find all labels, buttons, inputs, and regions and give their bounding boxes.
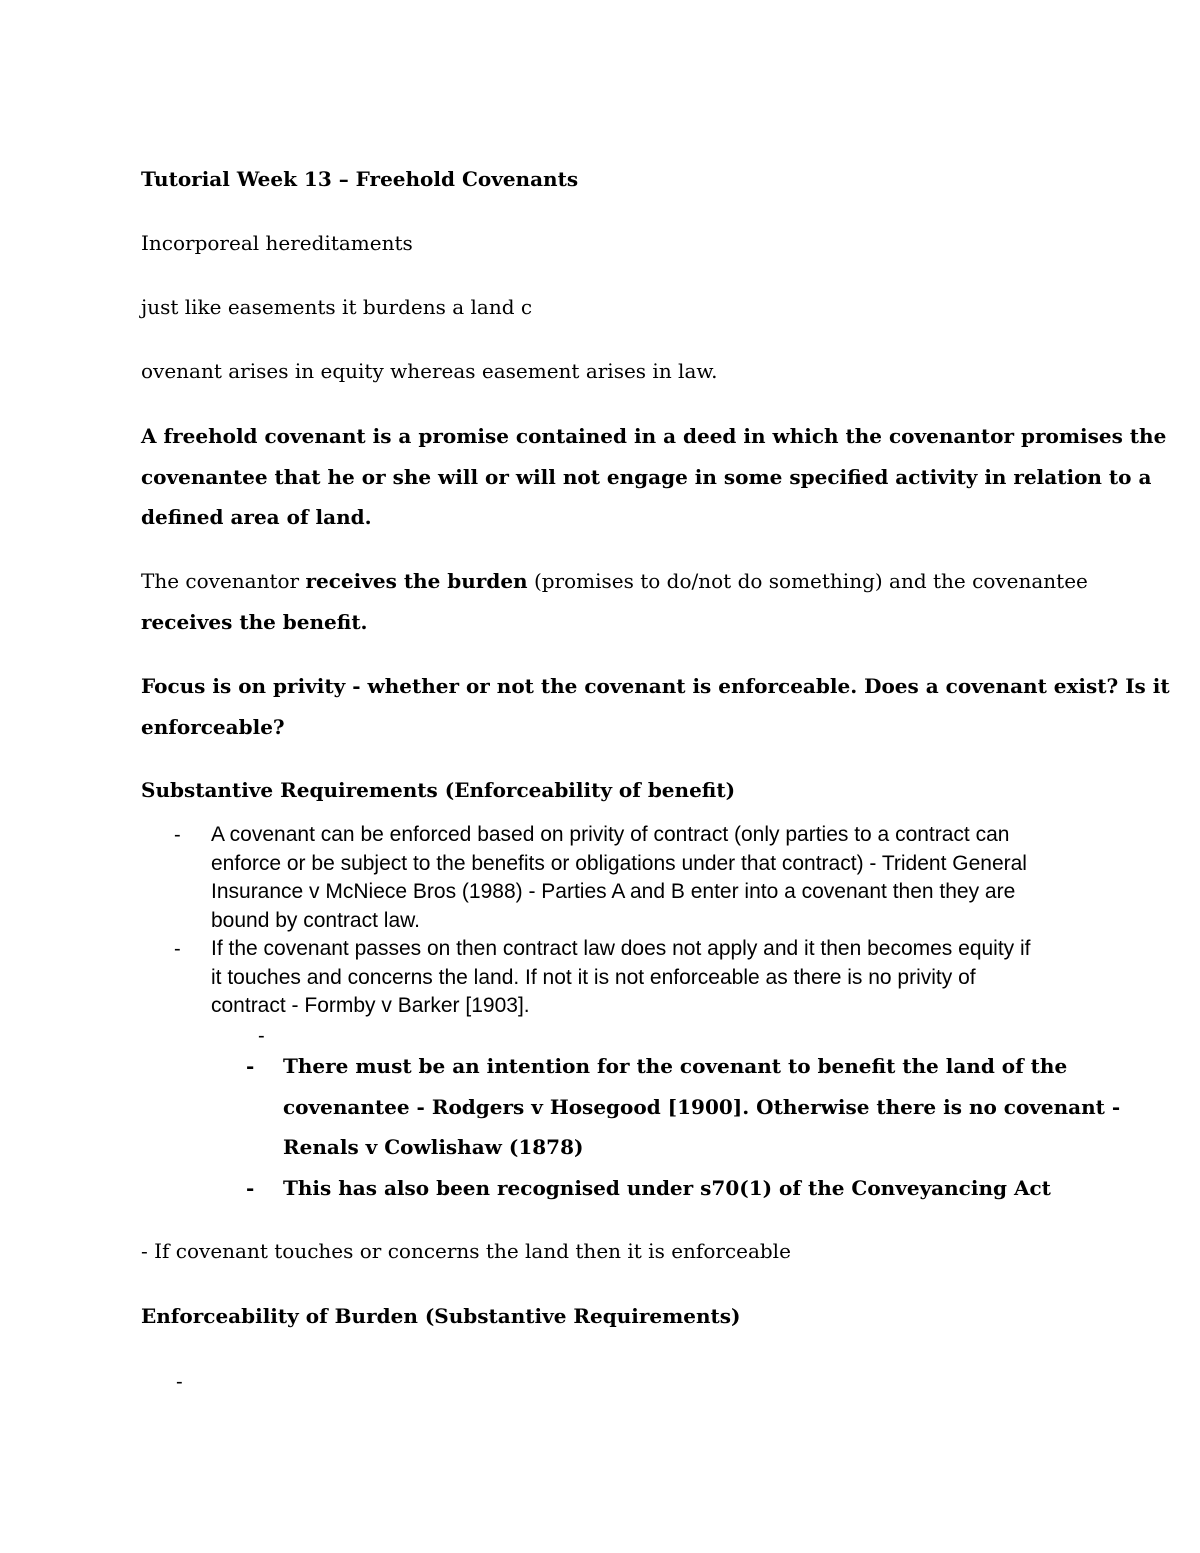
definition-line: covenantee that he or she will or will not engage in some specified activity in relation to a xyxy=(141,465,1152,489)
burden-bold: receives the burden xyxy=(305,569,528,593)
sub-bullet-line: covenantee - Rodgers v Hosegood [1900]. Otherwise there is no covenant - xyxy=(283,1095,1121,1119)
empty-sub-bullet-dash: - xyxy=(258,1025,265,1047)
intro-line: Incorporeal hereditaments xyxy=(141,231,413,255)
touches-line xyxy=(141,1238,791,1264)
bullet-dash: - xyxy=(174,938,181,960)
definition-line: A freehold covenant is a promise contained in a deed in which the covenantor promises the xyxy=(141,424,1167,448)
section-heading-benefit: Substantive Requirements (Enforceability of benefit) xyxy=(141,778,736,802)
sub-bullet-dash: - xyxy=(246,1176,255,1200)
burden-benefit-line xyxy=(141,568,1088,594)
section-heading-burden: Enforceability of Burden (Substantive Requirements) xyxy=(141,1304,741,1328)
bullet-line: A covenant can be enforced based on privity of contract (only parties to a contract can xyxy=(211,823,1010,846)
bullet-line: If the covenant passes on then contract law does not apply and it then becomes equity if xyxy=(211,937,1031,960)
touches-dash: - xyxy=(141,1239,155,1263)
privity-line: enforceable? xyxy=(141,715,285,739)
empty-bullet-dash: - xyxy=(176,1371,183,1393)
touches-text: If covenant touches or concerns the land then it is enforceable xyxy=(154,1239,791,1263)
bullet-line: Insurance v McNiece Bros (1988) - Parties A and B enter into a covenant then they are xyxy=(211,880,1016,903)
intro-line: just like easements it burdens a land c xyxy=(141,295,533,319)
definition-line: defined area of land. xyxy=(141,505,372,529)
bullet-line: bound by contract law. xyxy=(211,909,420,932)
bullet-line: contract - Formby v Barker [1903]. xyxy=(211,994,530,1017)
benefit-line: receives the benefit. xyxy=(141,610,368,634)
sub-bullet-dash: - xyxy=(246,1054,255,1078)
document-title: Tutorial Week 13 – Freehold Covenants xyxy=(141,167,579,191)
bullet-dash: - xyxy=(174,824,181,846)
bullet-line: enforce or be subject to the benefits or obligations under that contract) - Trident General xyxy=(211,852,1027,875)
sub-bullet-line: There must be an intention for the covenant to benefit the land of the xyxy=(283,1054,1068,1078)
bullet-line: it touches and concerns the land. If not it is not enforceable as there is no privity of xyxy=(211,966,976,989)
burden-suffix: (promises to do/not do something) and the covenantee xyxy=(527,569,1088,593)
privity-line: Focus is on privity - whether or not the covenant is enforceable. Does a covenant exist? Is it xyxy=(141,674,1170,698)
burden-prefix: The covenantor xyxy=(141,569,306,593)
intro-line: ovenant arises in equity whereas easement arises in law. xyxy=(141,359,718,383)
sub-bullet-line: This has also been recognised under s70(1) of the Conveyancing Act xyxy=(283,1176,1051,1200)
sub-bullet-line: Renals v Cowlishaw (1878) xyxy=(283,1135,584,1159)
